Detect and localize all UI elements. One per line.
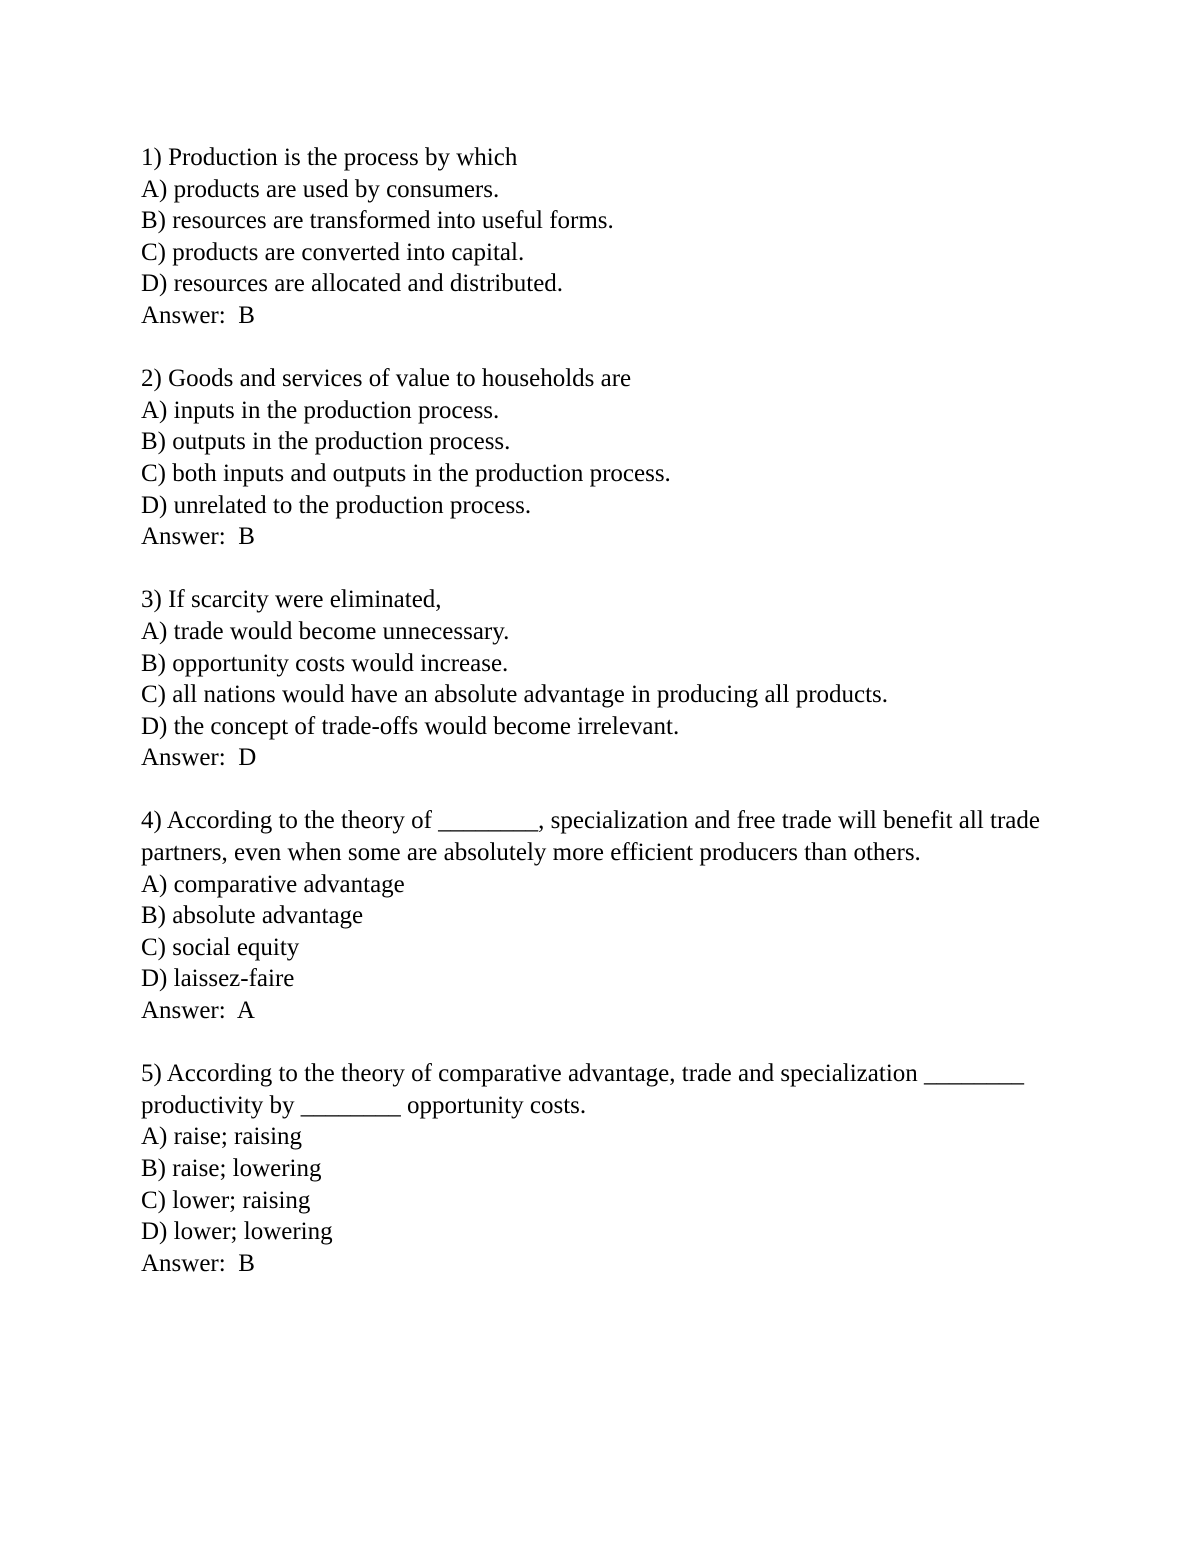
option-d: D) resources are allocated and distributed. [141, 270, 564, 298]
question-list [141, 142, 1061, 1311]
option-d: D) unrelated to the production process. [141, 491, 532, 519]
option-a: A) raise; raising [141, 1123, 303, 1151]
option-c: C) both inputs and outputs in the production process. [141, 459, 671, 487]
answer-line: Answer: A [141, 997, 255, 1025]
question-5 [141, 1058, 1061, 1279]
question-stem: 5) According to the theory of comparative advantage, trade and specialization ________ productivity by ________ opportunity costs. [141, 1060, 1031, 1119]
option-b: B) absolute advantage [141, 902, 364, 930]
option-a: A) trade would become unnecessary. [141, 617, 510, 645]
option-c: C) products are converted into capital. [141, 238, 525, 266]
option-c: C) lower; raising [141, 1186, 311, 1214]
answer-line: Answer: D [141, 744, 257, 772]
option-b: B) opportunity costs would increase. [141, 649, 509, 677]
option-b: B) raise; lowering [141, 1155, 322, 1182]
question-3 [141, 584, 1061, 774]
option-b: B) outputs in the production process. [141, 428, 511, 456]
answer-line: Answer: B [141, 1249, 255, 1277]
option-c: C) all nations would have an absolute advantage in producing all products. [141, 681, 889, 709]
question-2 [141, 363, 1061, 553]
answer-line: Answer: B [141, 523, 255, 551]
question-stem: 4) According to the theory of ________, specialization and free trade will benefit all trade partners, even when some are absolutely more efficient producers than others. [141, 807, 1047, 867]
answer-line: Answer: B [141, 301, 255, 329]
option-d: D) lower; lowering [141, 1218, 333, 1246]
option-b: B) resources are transformed into useful forms. [141, 207, 614, 235]
option-d: D) laissez-faire [141, 965, 295, 993]
question-stem: 2) Goods and services of value to households are [141, 365, 632, 393]
option-c: C) social equity [141, 933, 300, 961]
question-1 [141, 142, 1061, 332]
question-4 [141, 805, 1061, 1026]
option-a: A) inputs in the production process. [141, 396, 500, 424]
question-stem: 3) If scarcity were eliminated, [141, 586, 442, 614]
option-d: D) the concept of trade-offs would become irrelevant. [141, 712, 680, 740]
option-a: A) products are used by consumers. [141, 175, 500, 203]
option-a: A) comparative advantage [141, 870, 405, 898]
question-stem: 1) Production is the process by which [141, 144, 518, 171]
